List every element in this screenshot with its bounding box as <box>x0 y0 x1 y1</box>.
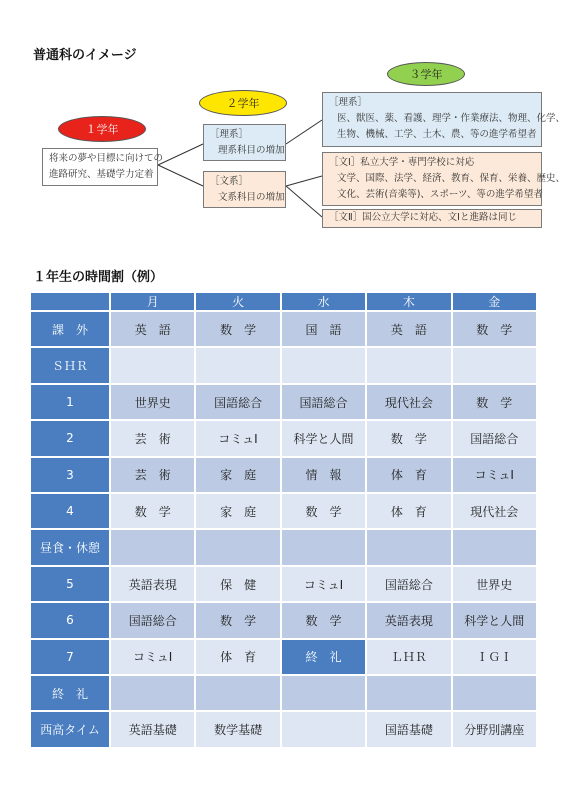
year3-liberal2-line: ［文Ⅱ］国公立大学に対応、文Ⅰと進路は同じ <box>329 212 517 223</box>
year3-liberal1-box <box>322 152 565 206</box>
period-label: 昼食・休憩 <box>30 529 110 565</box>
timetable-cell: 体 育 <box>366 457 451 493</box>
year3-liberal1-line: 文化、芸術(音楽等)、スポーツ、等の進学希望者 <box>337 189 543 200</box>
period-label: 西高タイム <box>30 711 110 748</box>
timetable-cell: 芸 術 <box>110 420 195 456</box>
timetable-cell: 国語総合 <box>281 384 366 420</box>
timetable-cell <box>110 347 195 383</box>
timetable-cell: 数 学 <box>366 420 451 456</box>
timetable-cell: 英語表現 <box>366 602 451 638</box>
timetable-row <box>30 675 537 711</box>
year3-liberal1-line: 文学、国際、法学、経済、教育、保育、栄養、歴史、 <box>337 173 565 184</box>
timetable-cell: 英 語 <box>110 311 195 347</box>
timetable-cell: コミュⅠ <box>110 639 195 675</box>
timetable-row <box>30 311 537 347</box>
timetable-cell: 現代社会 <box>366 384 451 420</box>
year2-liberal-head: ［文系］ <box>210 176 249 187</box>
timetable <box>29 291 538 749</box>
year3-ellipse <box>387 62 465 86</box>
timetable-header-row <box>30 292 537 311</box>
timetable-cell <box>281 711 366 748</box>
year1-desc-line: 将来の夢や目標に向けての <box>49 153 164 164</box>
timetable-row <box>30 639 537 675</box>
day-header-mon: 月 <box>110 292 195 311</box>
timetable-cell: 分野別講座 <box>452 711 537 748</box>
timetable-cell: 科学と人間 <box>281 420 366 456</box>
timetable-cell <box>366 675 451 711</box>
timetable-row <box>30 384 537 420</box>
year3-science-line: 生物、機械、工学、土木、農、等の進学希望者 <box>337 129 537 140</box>
timetable-cell: 国語総合 <box>366 566 451 602</box>
year2-liberal-box <box>203 171 286 208</box>
timetable-cell <box>281 529 366 565</box>
period-label: 5 <box>30 566 110 602</box>
timetable-row <box>30 420 537 456</box>
timetable-row <box>30 529 537 565</box>
timetable-cell: 保 健 <box>195 566 280 602</box>
year2-science-head: ［理系］ <box>210 129 249 140</box>
timetable-cell: 芸 術 <box>110 457 195 493</box>
year2-ellipse <box>199 90 287 116</box>
timetable-cell: 数 学 <box>281 602 366 638</box>
timetable-cell <box>110 675 195 711</box>
period-label: ＳＨＲ <box>30 347 110 383</box>
timetable-cell: 数 学 <box>281 493 366 529</box>
timetable-cell: 国語総合 <box>110 602 195 638</box>
timetable-cell <box>110 529 195 565</box>
timetable-cell: 数 学 <box>452 384 537 420</box>
timetable-cell <box>452 347 537 383</box>
year3-label: ３学年 <box>409 68 443 81</box>
year2-liberal-body: 文系科目の増加 <box>218 192 285 203</box>
timetable-cell: 現代社会 <box>452 493 537 529</box>
timetable-cell: ＬＨＲ <box>366 639 451 675</box>
year1-desc-line: 進路研究、基礎学力定着 <box>49 169 154 180</box>
period-label: 1 <box>30 384 110 420</box>
section-title-timetable: １年生の時間割（例） <box>33 270 164 285</box>
section-title-image: 普通科のイメージ <box>33 48 137 63</box>
year3-science-line: 医、獣医、薬、看護、理学・作業療法、物理、化学、 <box>337 113 565 124</box>
timetable-cell <box>366 347 451 383</box>
timetable-cell: 国 語 <box>281 311 366 347</box>
timetable-row <box>30 347 537 383</box>
timetable-cell <box>366 529 451 565</box>
timetable-cell: コミュⅠ <box>452 457 537 493</box>
day-header-wed: 水 <box>281 292 366 311</box>
timetable-cell: 終 礼 <box>281 639 366 675</box>
timetable-cell: 数 学 <box>110 493 195 529</box>
timetable-cell: 家 庭 <box>195 493 280 529</box>
timetable-cell: 英 語 <box>366 311 451 347</box>
timetable-cell <box>452 529 537 565</box>
timetable-cell: 世界史 <box>452 566 537 602</box>
year1-ellipse <box>58 116 146 142</box>
timetable-cell: 数 学 <box>452 311 537 347</box>
year2-science-body: 理系科目の増加 <box>218 145 285 156</box>
year1-description-box <box>42 148 164 186</box>
year3-science-line: ［理系］ <box>329 97 368 108</box>
period-label: 4 <box>30 493 110 529</box>
timetable-cell: 国語総合 <box>452 420 537 456</box>
day-header-thu: 木 <box>366 292 451 311</box>
timetable-cell: 英語表現 <box>110 566 195 602</box>
period-label: 課 外 <box>30 311 110 347</box>
timetable-row <box>30 711 537 748</box>
timetable-cell <box>195 675 280 711</box>
timetable-row <box>30 457 537 493</box>
timetable-cell: 体 育 <box>366 493 451 529</box>
timetable-cell: 体 育 <box>195 639 280 675</box>
year3-science-box <box>322 92 565 147</box>
timetable-row <box>30 602 537 638</box>
year2-science-box <box>203 124 286 161</box>
timetable-cell <box>281 347 366 383</box>
timetable-cell: 数 学 <box>195 602 280 638</box>
timetable-cell: 世界史 <box>110 384 195 420</box>
timetable-cell: 情 報 <box>281 457 366 493</box>
timetable-cell: コミュⅠ <box>195 420 280 456</box>
timetable-cell <box>195 347 280 383</box>
timetable-cell: 数学基礎 <box>195 711 280 748</box>
timetable-cell: コミュⅠ <box>281 566 366 602</box>
timetable-cell <box>195 529 280 565</box>
timetable-cell: ＩＧＩ <box>452 639 537 675</box>
day-header-tue: 火 <box>195 292 280 311</box>
year3-liberal2-box <box>322 209 542 228</box>
timetable-cell: 国語基礎 <box>366 711 451 748</box>
period-label: 2 <box>30 420 110 456</box>
period-label: 7 <box>30 639 110 675</box>
timetable-row <box>30 493 537 529</box>
period-label: 3 <box>30 457 110 493</box>
timetable-cell: 家 庭 <box>195 457 280 493</box>
year1-label: １学年 <box>85 123 119 136</box>
timetable-row <box>30 566 537 602</box>
timetable-cell: 英語基礎 <box>110 711 195 748</box>
timetable-cell: 数 学 <box>195 311 280 347</box>
day-header-fri: 金 <box>452 292 537 311</box>
timetable-cell <box>281 675 366 711</box>
period-label: 終 礼 <box>30 675 110 711</box>
year2-label: ２学年 <box>226 97 260 110</box>
timetable-cell: 科学と人間 <box>452 602 537 638</box>
timetable-cell <box>452 675 537 711</box>
period-label: 6 <box>30 602 110 638</box>
timetable-corner <box>30 292 110 311</box>
year3-liberal1-line: ［文Ⅰ］私立大学・専門学校に対応 <box>329 157 475 168</box>
timetable-cell: 国語総合 <box>195 384 280 420</box>
